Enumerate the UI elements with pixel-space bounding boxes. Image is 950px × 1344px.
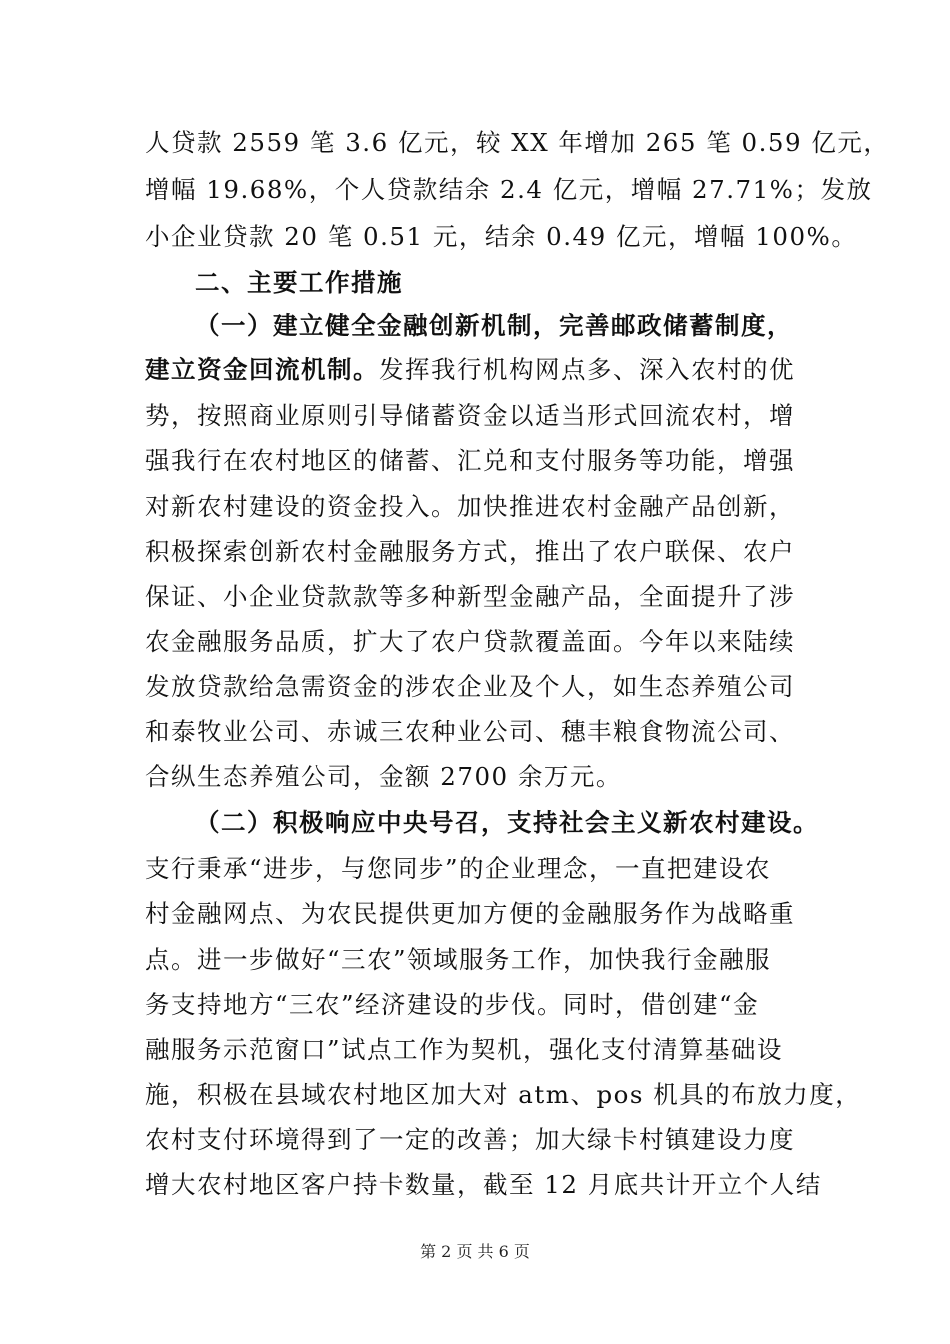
body-text-line: 保证、小企业贷款款等多种新型金融产品，全面提升了涉 xyxy=(145,582,795,611)
body-text-line: 增大农村地区客户持卡数量，截至 12 月底共计开立个人结 xyxy=(145,1170,822,1199)
body-text-line: 对新农村建设的资金投入。加快推进农村金融产品创新， xyxy=(145,492,795,521)
body-text-line: 融服务示范窗口”试点工作为契机，强化支付清算基础设 xyxy=(145,1035,784,1064)
body-text-line: 发放贷款给急需资金的涉农企业及个人，如生态养殖公司 xyxy=(145,672,795,701)
body-text-line: 务支持地方“三农”经济建设的步伐。同时，借创建“金 xyxy=(145,990,760,1019)
body-text-line: 积极探索创新农村金融服务方式，推出了农户联保、农户 xyxy=(145,537,795,566)
body-text-line: 小企业贷款 20 笔 0.51 元，结余 0.49 亿元，增幅 100%。 xyxy=(145,222,858,251)
subsection-heading-2: （二）积极响应中央号召，支持社会主义新农村建设。 xyxy=(195,808,819,837)
body-text-line: 施，积极在县域农村地区加大对 atm、pos 机具的布放力度， xyxy=(145,1080,862,1109)
section-heading: 二、主要工作措施 xyxy=(195,268,403,297)
body-text-line: 点。进一步做好“三农”领域服务工作，加快我行金融服 xyxy=(145,945,772,974)
body-text-line: 支行秉承“进步，与您同步”的企业理念，一直把建设农 xyxy=(145,854,772,883)
body-text-line: 增幅 19.68%，个人贷款结余 2.4 亿元，增幅 27.71%；发放 xyxy=(145,175,873,204)
body-text-line xyxy=(145,350,795,390)
body-text-line: 合纵生态养殖公司，金额 2700 余万元。 xyxy=(145,762,622,791)
subsection-heading-1: （一）建立健全金融创新机制，完善邮政储蓄制度， xyxy=(195,311,793,340)
body-text-span: 发挥我行机构网点多、深入农村的优 xyxy=(379,355,795,384)
body-text-line: 势，按照商业原则引导储蓄资金以适当形式回流农村，增 xyxy=(145,401,795,430)
subsection-heading-1-cont: 建立资金回流机制。 xyxy=(145,355,379,384)
body-text-line: 和泰牧业公司、赤诚三农种业公司、穗丰粮食物流公司、 xyxy=(145,717,795,746)
body-text-line: 村金融网点、为农民提供更加方便的金融服务作为战略重 xyxy=(145,899,795,928)
body-text-line: 人贷款 2559 笔 3.6 亿元，较 XX 年增加 265 笔 0.59 亿元， xyxy=(145,128,890,157)
body-text-line: 强我行在农村地区的储蓄、汇兑和支付服务等功能，增强 xyxy=(145,446,795,475)
body-text-line: 农金融服务品质，扩大了农户贷款覆盖面。今年以来陆续 xyxy=(145,627,795,656)
page-number-footer: 第 2 页 共 6 页 xyxy=(420,1242,530,1261)
body-text-line: 农村支付环境得到了一定的改善；加大绿卡村镇建设力度 xyxy=(145,1125,795,1154)
